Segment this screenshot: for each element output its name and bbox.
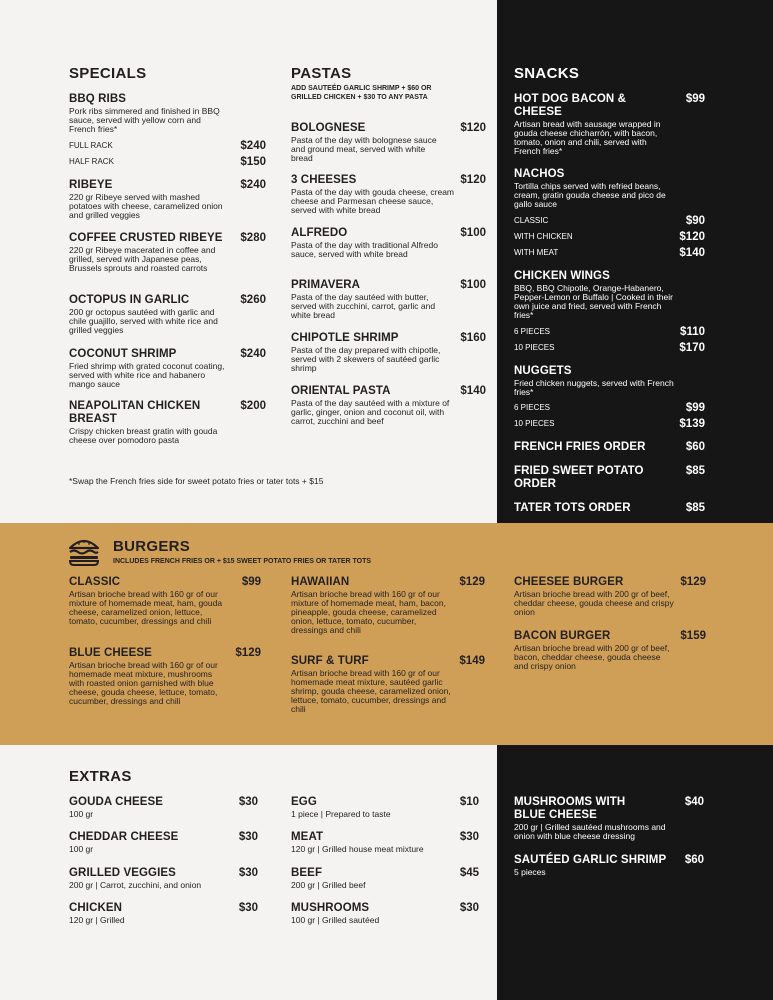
item-desc: Pasta of the day sautéed with a mixture of garlic, ginger, onion and coconut oil, with carrot, zucchini and beef — [291, 398, 450, 426]
variant-price: $240 — [240, 140, 266, 152]
item-desc: Artisan brioche bread with 160 gr of our mixture of homemade meat, ham, gouda cheese, caramelized onion, lettuce, tomato, cucumber, dressings and chili — [69, 589, 223, 626]
item-price: $30 — [238, 902, 258, 914]
item-price: $85 — [685, 465, 705, 477]
item-desc: Tortilla chips served with refried beans, cream, gratin gouda cheese and pico de gallo sauce — [514, 181, 666, 209]
menu-item-meat — [291, 831, 479, 854]
menu-item-bacon-burger — [514, 630, 706, 671]
variant-row — [514, 418, 705, 430]
item-price: $30 — [238, 831, 258, 843]
item-name: CHEDDAR CHEESE — [69, 831, 179, 843]
item-price: $129 — [235, 647, 261, 659]
item-desc: 5 pieces — [514, 867, 546, 877]
item-desc: 100 gr — [69, 844, 94, 854]
item-desc: 200 gr | Grilled sautéed mushrooms and onion with blue cheese dressing — [514, 822, 666, 841]
item-name: RIBEYE — [69, 179, 113, 191]
item-desc: Pasta of the day with bolognese sauce and ground meat, served with white bread — [291, 135, 437, 163]
item-name: GOUDA CHEESE — [69, 796, 164, 808]
pastas-note: ADD SAUTEÉD GARLIC SHRIMP + $60 OR GRILLED CHICKEN + $30 TO ANY PASTA — [291, 85, 432, 101]
item-price: $159 — [680, 630, 706, 642]
item-name: CHICKEN WINGS — [514, 270, 610, 282]
variant-price: $110 — [680, 326, 705, 338]
menu-item-nachos — [514, 168, 705, 209]
item-name: BOLOGNESE — [291, 122, 366, 134]
item-price: $100 — [460, 227, 486, 239]
menu-item-french-fries-order — [514, 441, 705, 454]
item-price: $200 — [240, 400, 266, 412]
menu-item-beef — [291, 867, 479, 890]
item-price: $30 — [238, 867, 258, 879]
variant-row — [514, 342, 705, 354]
item-name: MUSHROOMS WITH BLUE CHEESE — [514, 796, 626, 821]
variant-label: 6 PIECES — [514, 327, 551, 336]
menu-item-oriental-pasta — [291, 385, 486, 426]
item-name: SAUTÉED GARLIC SHRIMP — [514, 854, 667, 866]
item-name: MUSHROOMS — [291, 902, 370, 914]
item-desc: 200 gr | Carrot, zucchini, and onion — [69, 880, 202, 890]
item-desc: Pasta of the day sautéed with butter, served with zucchini, carrot, garlic and white bread — [291, 292, 436, 320]
item-desc: BBQ, BBQ Chipotle, Orange-Habanero, Pepper-Lemon or Buffalo | Cooked in their own juice and fried, served with French fries* — [514, 283, 673, 320]
item-price: $60 — [685, 441, 705, 453]
item-name: MEAT — [291, 831, 324, 843]
menu-item-octopus-in-garlic — [69, 294, 266, 335]
item-name: BEEF — [291, 867, 323, 879]
variant-label: 10 PIECES — [514, 343, 555, 352]
item-price: $10 — [459, 796, 479, 808]
variant-label: WITH CHICKEN — [514, 232, 573, 241]
item-name: OCTOPUS IN GARLIC — [69, 294, 190, 306]
item-price: $260 — [240, 294, 266, 306]
item-desc: Pasta of the day with gouda cheese, cream cheese and Parmesan cheese sauce, served with white bread — [291, 187, 455, 215]
item-price: $129 — [459, 576, 485, 588]
specials-title: SPECIALS — [69, 65, 147, 82]
menu-item-chipotle-shrimp — [291, 332, 486, 373]
menu-item-blue-cheese-burger — [69, 647, 261, 706]
item-name: EGG — [291, 796, 317, 808]
variant-label: 6 PIECES — [514, 403, 551, 412]
variant-row — [514, 215, 705, 227]
item-price: $30 — [238, 796, 258, 808]
menu-item-classic-burger — [69, 576, 261, 626]
item-desc: 100 gr — [69, 809, 94, 819]
snacks-title: SNACKS — [514, 65, 580, 82]
item-desc: Artisan brioche bread with 160 gr of our homemade meat mixture, sautéed garlic shrimp, gouda cheese, caramelized onion, lettuce, tomato, cucumber, dressings and chili — [291, 668, 451, 714]
item-desc: 100 gr | Grilled sautéed — [291, 915, 380, 925]
item-price: $240 — [240, 179, 266, 191]
menu-item-3-cheeses — [291, 174, 486, 215]
item-name: PRIMAVERA — [291, 279, 361, 291]
menu-item-chicken — [69, 902, 258, 925]
variant-price: $120 — [679, 231, 705, 243]
menu-item-chicken-wings — [514, 270, 705, 320]
item-name: TATER TOTS ORDER — [514, 502, 631, 514]
item-price: $240 — [240, 348, 266, 360]
item-desc: Fried shrimp with grated coconut coating, served with white rice and habanero mango sauce — [69, 361, 225, 389]
item-name: CHIPOTLE SHRIMP — [291, 332, 399, 344]
menu-item-tater-tots-order — [514, 502, 705, 515]
menu-item-mushrooms-with-blue-cheese — [514, 796, 704, 841]
item-price: $60 — [684, 854, 704, 866]
variant-label: 10 PIECES — [514, 419, 555, 428]
menu-item-fried-sweet-potato-order — [514, 465, 705, 491]
item-name: COFFEE CRUSTED RIBEYE — [69, 232, 223, 244]
item-desc: Pasta of the day with traditional Alfredo sauce, served with white bread — [291, 240, 438, 259]
item-price: $140 — [460, 385, 486, 397]
variant-label: WITH MEAT — [514, 248, 559, 257]
variant-label: HALF RACK — [69, 157, 114, 166]
item-name: HOT DOG BACON & CHEESE — [514, 93, 627, 118]
item-desc: Artisan brioche bread with 160 gr of our homemade meat mixture, mushrooms with roasted onion garnished with blue cheese, gouda cheese, lettuce, tomato, cucumber, dressings and chili — [69, 660, 218, 706]
item-price: $160 — [460, 332, 486, 344]
item-price: $99 — [685, 93, 705, 105]
variant-row — [69, 140, 266, 152]
menu-item-coconut-shrimp — [69, 348, 266, 389]
item-name: SURF & TURF — [291, 655, 369, 667]
item-name: ALFREDO — [291, 227, 348, 239]
menu-item-coffee-crusted-ribeye — [69, 232, 266, 273]
menu-item-ribeye — [69, 179, 266, 220]
item-desc: 200 gr octopus sautéed with garlic and chile guajillo, served with white rice and grilled veggies — [69, 307, 218, 335]
item-price: $30 — [459, 831, 479, 843]
item-price: $30 — [459, 902, 479, 914]
item-desc: Crispy chicken breast gratin with gouda cheese over pomodoro pasta — [69, 426, 218, 445]
item-name: NACHOS — [514, 168, 565, 180]
variant-row — [514, 402, 705, 414]
burger-icon — [68, 536, 100, 566]
item-price: $149 — [459, 655, 485, 667]
item-price: $99 — [241, 576, 261, 588]
item-desc: 1 piece | Prepared to taste — [291, 809, 391, 819]
item-desc: Fried chicken nuggets, served with French fries* — [514, 378, 674, 397]
item-name: BLUE CHEESE — [69, 647, 152, 659]
item-name: FRENCH FRIES ORDER — [514, 441, 646, 453]
menu-item-surf-and-turf-burger — [291, 655, 485, 714]
item-name: FRIED SWEET POTATO ORDER — [514, 465, 644, 490]
menu-item-cheesee-burger — [514, 576, 706, 617]
item-name: NUGGETS — [514, 365, 572, 377]
item-name: ORIENTAL PASTA — [291, 385, 391, 397]
item-price: $120 — [460, 122, 486, 134]
item-desc: Artisan bread with sausage wrapped in gouda cheese chicharrón, with bacon, tomato, onion and chili, served with French fries* — [514, 119, 661, 156]
variant-row — [514, 326, 705, 338]
variant-row — [514, 231, 705, 243]
menu-item-cheddar-cheese — [69, 831, 258, 854]
item-name: GRILLED VEGGIES — [69, 867, 176, 879]
item-name: COCONUT SHRIMP — [69, 348, 177, 360]
menu-item-nuggets — [514, 365, 705, 397]
menu-item-grilled-veggies — [69, 867, 258, 890]
variant-price: $140 — [679, 247, 705, 259]
item-desc: Pork ribs simmered and finished in BBQ sauce, served with yellow corn and French fries* — [69, 106, 220, 134]
pastas-title: PASTAS — [291, 65, 352, 82]
item-name: 3 CHEESES — [291, 174, 357, 186]
item-name: BACON BURGER — [514, 630, 611, 642]
item-price: $120 — [460, 174, 486, 186]
menu-item-mushrooms — [291, 902, 479, 925]
menu-item-hawaiian-burger — [291, 576, 485, 635]
variant-price: $170 — [679, 342, 705, 354]
menu-item-gouda-cheese — [69, 796, 258, 819]
item-price: $85 — [685, 502, 705, 514]
menu-item-bolognese — [291, 122, 486, 163]
menu-item-bbq-ribs — [69, 93, 266, 134]
item-name: BBQ RIBS — [69, 93, 127, 105]
menu-item-sauteed-garlic-shrimp — [514, 854, 704, 877]
item-desc: Pasta of the day prepared with chipotle, served with 2 skewers of sautéed garlic shrimp — [291, 345, 441, 373]
item-price: $100 — [460, 279, 486, 291]
specials-footnote: *Swap the French fries side for sweet potato fries or tater tots + $15 — [69, 476, 324, 486]
item-desc: 220 gr Ribeye macerated in coffee and grilled, served with Japanese peas, Brussels sprouts and roasted carrots — [69, 245, 216, 273]
variant-label: CLASSIC — [514, 216, 549, 225]
menu-item-alfredo — [291, 227, 486, 259]
menu-item-egg — [291, 796, 479, 819]
item-name: CHICKEN — [69, 902, 123, 914]
item-name: CHEESEE BURGER — [514, 576, 624, 588]
burgers-note: INCLUDES FRENCH FRIES OR + $15 SWEET POTATO FRIES OR TATER TOTS — [113, 558, 372, 565]
burgers-title: BURGERS — [113, 538, 191, 555]
variant-row — [514, 247, 705, 259]
variant-price: $99 — [685, 402, 705, 414]
variant-row — [69, 156, 266, 168]
variant-price: $139 — [679, 418, 705, 430]
item-desc: Artisan brioche bread with 200 gr of beef, cheddar cheese, gouda cheese and crispy onion — [514, 589, 674, 617]
item-desc: 120 gr | Grilled house meat mixture — [291, 844, 424, 854]
item-name: CLASSIC — [69, 576, 121, 588]
variant-price: $90 — [685, 215, 705, 227]
menu-item-primavera — [291, 279, 486, 320]
item-name: HAWAIIAN — [291, 576, 350, 588]
menu-item-neapolitan-chicken-breast — [69, 400, 266, 445]
item-name: NEAPOLITAN CHICKEN BREAST — [69, 400, 201, 425]
extras-title: EXTRAS — [69, 768, 132, 785]
item-desc: Artisan brioche bread with 160 gr of our mixture of homemade meat, ham, bacon, pineapple, gouda cheese, caramelized onion, lettuce, tomato, cucumber, dressings and chili — [291, 589, 446, 635]
variant-label: FULL RACK — [69, 141, 113, 150]
item-price: $40 — [684, 796, 704, 808]
variant-price: $150 — [240, 156, 266, 168]
menu-item-hot-dog-bacon-cheese — [514, 93, 705, 156]
item-price: $45 — [459, 867, 479, 879]
item-desc: Artisan brioche bread with 200 gr of beef, bacon, cheddar cheese, gouda cheese and crispy onion — [514, 643, 670, 671]
item-desc: 200 gr | Grilled beef — [291, 880, 366, 890]
item-price: $129 — [680, 576, 706, 588]
item-desc: 220 gr Ribeye served with mashed potatoes with cheese, caramelized onion and grilled veggies — [69, 192, 223, 220]
item-desc: 120 gr | Grilled — [69, 915, 125, 925]
item-price: $280 — [240, 232, 266, 244]
